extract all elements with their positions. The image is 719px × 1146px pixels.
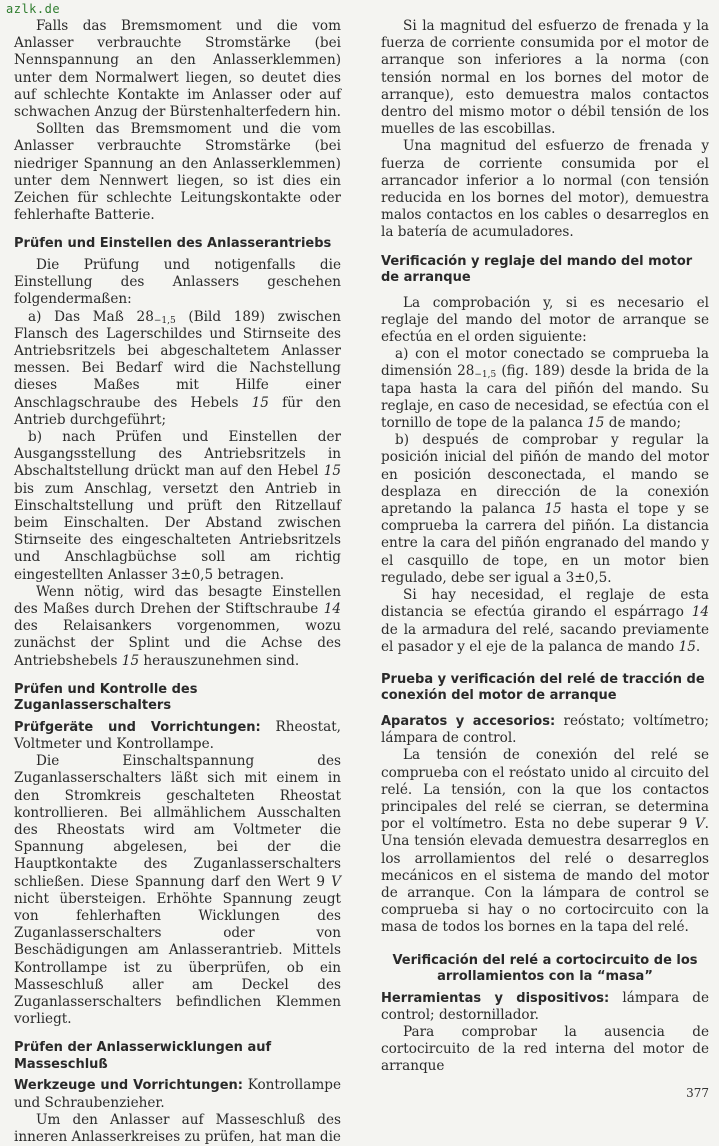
paragraph: [381, 587, 709, 656]
text: für den Antrieb durchgeführt;: [14, 394, 341, 428]
paragraph: [381, 747, 709, 936]
paragraph: [14, 584, 341, 670]
subscript: −1,5: [153, 315, 176, 326]
text: .: [695, 638, 701, 655]
paragraph: Die Prüfung und notigenfalls die Einstellung des Anlassers geschehen folgendermaßen:: [14, 256, 341, 308]
text: hasta el tope y se comprueba la carrera del piñón. La distancia entre la cara del piñón engranado del mando y el casquillo de tope, en un motor bien regulado, debe ser igual a 3±0,5.: [381, 501, 709, 586]
text: Die Einschaltspannung des Zuganlasserschalters läßt sich mit einem in den Stromkreis geschalteten Rheostat kontrollieren. Bei allmählichem Ausschalten des Rheostats wird am Voltmeter die Spannung abgelesen, bei der die Hauptkontakte des Zuganlasserschalters schließen. Diese Spannung darf den Wert 9: [14, 753, 341, 890]
reference-number: 14: [691, 604, 709, 621]
text: Si hay necesidad, el reglaje de esta distancia se efectúa girando el espárrago: [381, 587, 709, 621]
paragraph: Falls das Bremsmoment und die vom Anlasser verbrauchte Stromstärke (bei Nennspannung an den Anlasserklemmen) unter dem Normalwert liegen, so deutet dies auf schlechte Kontakte im Anlasser oder auf schwachen Anzug der Bürstenhalterfedern hin.: [14, 18, 341, 121]
spanish-column: [381, 18, 709, 1100]
equipment-line: [381, 990, 709, 1024]
section-heading: Prüfen und Kontrolle des Zuganlasserschalters: [14, 681, 198, 714]
text: bis zum Anschlag, versetzt den Antrieb in Einschaltstellung und prüft den Ritzellauf beim Einschalten. Der Abstand zwischen Stirnseite des eingeschalteten Antriebsritzels und Anschlagbüchse soll am richtig eingestellten Anlasser 3±0,5 betragen.: [14, 480, 341, 583]
reference-number: 15: [323, 463, 341, 480]
paragraph: Um den Anlasser auf Masseschluß des inneren Anlasserkreises zu prüfen, hat man die: [14, 1111, 341, 1146]
watermark: azlk.de: [6, 2, 61, 16]
text: b) nach Prüfen und Einstellen der Ausgangsstellung des Antriebsritzels in Abschaltstellung drückt man auf den Hebel: [14, 428, 341, 480]
text: nicht übersteigen. Erhöhte Spannung zeugt von fehlerhaften Wicklungen des Zuganlasserschalters oder von Beschädigungen am Anlasserantrieb. Mittels Kontrollampe ist zu überprüfen, ob ein Masseschluß aller am Deckel des Zuganlasserschalters befindlichen Klemmen vorliegt.: [14, 890, 341, 1028]
text: Rheostat, Voltmeter und Kontrollampe.: [14, 718, 342, 753]
paragraph: Sollten das Bremsmoment und die vom Anlasser verbrauchte Stromstärke (bei niedriger Spannung an den Anlasserklemmen) unter dem Nennwert liegen, so ist dies ein Zeichen für schlechte Leitungskontakte oder fehlerhafte Batterie.: [14, 121, 341, 224]
lead-label: Prüfgeräte und Vorrichtungen:: [14, 719, 261, 735]
text: de mando;: [604, 415, 682, 432]
text: Kontrollampe und Schraubenzieher.: [14, 1077, 342, 1111]
list-item-b: [14, 429, 341, 584]
reference-number: 15: [251, 394, 269, 411]
text: de la armadura del relé, sacando previamente el pasador y el eje de la palanca de mando: [381, 621, 709, 655]
paragraph: [14, 753, 341, 1028]
lead-label: Herramientas y dispositivos:: [381, 990, 610, 1006]
german-column: [14, 18, 341, 1146]
reference-number: 15: [678, 638, 696, 655]
text: . Una tensión elevada demuestra desarreglos en los arrollamientos del relé o desarreglos mecánicos en el sistema de mando del motor de arranque. Con la lámpara de control se comprueba si hay o no cortocircuito con la masa de todos los bornes en la tapa del relé.: [381, 816, 709, 936]
text: reóstato; voltímetro; lámpara de control.: [381, 712, 709, 747]
text: (fig. 189) desde la brida de la tapa hasta la cara del piñón del mando. Su reglaje, en caso de necesidad, se efectúa con el tornillo de tope de la palanca: [381, 363, 709, 432]
lead-label: Aparatos y accesorios:: [381, 713, 556, 729]
paragraph: Una magnitud del esfuerzo de frenada y fuerza de corriente consumida por el arrancador inferior a lo normal (con tensión reducida en los bornes del motor), demuestra malos contactos en los cables o desarreglos en la batería de acumuladores.: [381, 138, 709, 241]
reference-number: 15: [121, 652, 140, 669]
lead-label: Werkzeuge und Vorrichtungen:: [14, 1078, 243, 1094]
text: Wenn nötig, wird das besagte Einstellen des Maßes durch Drehen der Stiftschraube: [14, 583, 341, 617]
unit: V: [331, 873, 341, 890]
section-heading: Verificación del relé a cortocircuito de los arrollamientos con la “masa”: [392, 952, 698, 985]
page-number: 377: [686, 1085, 709, 1100]
text: La tensión de conexión del relé se comprueba con el reóstato unido al circuito del relé. La tensión, con la que los contactos principales del relé se cierran, se determina por el voltímetro. Esta no debe superar 9: [381, 747, 709, 833]
text: (Bild 189) zwischen Flansch des Lagerschildes und Stirnseite des Antriebsritzels bei abgeschaltetem Anlasser messen. Bei Bedarf wird die Nachstellung dieses Maßes mit Hilfe einer Anschlagschraube des Hebels: [14, 308, 341, 411]
text: herauszunehmen sind.: [139, 652, 300, 669]
unit: V: [694, 816, 705, 833]
equipment-line: [381, 713, 709, 747]
section-heading: Verificación y reglaje del mando del motor de arranque: [381, 253, 693, 286]
list-item-a: [381, 346, 709, 432]
paragraph: Para comprobar la ausencia de cortocircuito de la red interna del motor de arranque: [381, 1023, 709, 1075]
text: des Relaisankers vorgenommen, wozu zunächst der Splint und die Achse des Antriebshebels: [14, 618, 341, 669]
subscript: −1,5: [474, 370, 497, 381]
reference-number: 14: [323, 601, 341, 617]
reference-number: 15: [544, 501, 562, 518]
reference-number: 15: [587, 415, 605, 432]
text: b) después de comprobar y regular la posición inicial del piñón de mando del motor en posición desconectada, el mando se desplaza en dirección de la conexión apretando la palanca: [381, 432, 709, 518]
equipment-line: [14, 719, 341, 753]
section-heading: Prueba y verificación del relé de tracción de conexión del motor de arranque: [381, 671, 705, 704]
list-item-b: [381, 432, 709, 587]
section-heading: Prüfen und Einstellen des Anlasserantriebs: [14, 236, 332, 252]
list-item-a: [14, 309, 341, 429]
text: a) Das Maß 28: [28, 308, 154, 325]
paragraph: Si la magnitud del esfuerzo de frenada y la fuerza de corriente consumida por el motor de arranque son inferiores a la norma (con tensión normal en los bornes del motor de arranque), esto demuestra malos contactos dentro del mismo motor o débil tensión de los muelles de las escobillas.: [381, 18, 709, 138]
text: lámpara de control; destornillador.: [381, 989, 710, 1023]
equipment-line: [14, 1077, 341, 1111]
paragraph: La comprobación y, si es necesario el reglaje del mando del motor de arranque se efectúa en el orden siguiente:: [381, 294, 709, 346]
text: a) con el motor conectado se comprueba la dimensión 28: [381, 346, 709, 380]
section-heading: Prüfen der Anlasserwicklungen auf Masseschluß: [14, 1040, 272, 1072]
